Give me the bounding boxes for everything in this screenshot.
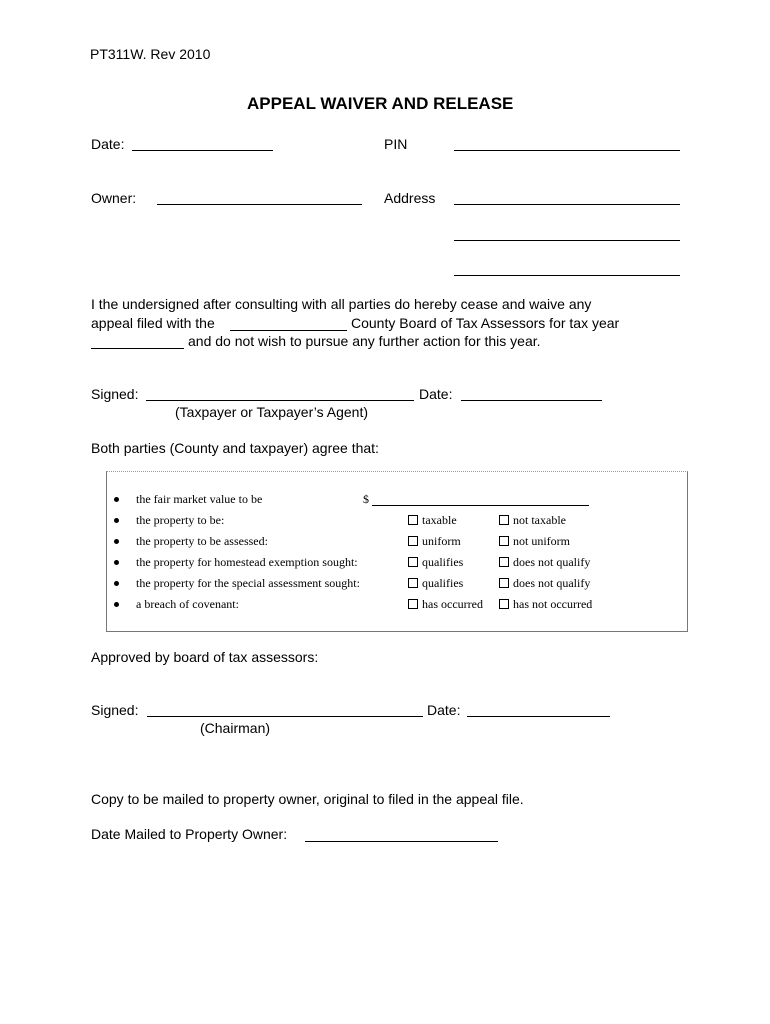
agreement-intro: Both parties (County and taxpayer) agree that: bbox=[91, 440, 379, 456]
taxpayer-signature-field[interactable] bbox=[146, 400, 414, 401]
item-label: the property to be assessed: bbox=[136, 534, 268, 548]
option-special-not-qualify[interactable]: does not qualify bbox=[499, 576, 590, 591]
statement-line-1: I the undersigned after consulting with all parties do hereby cease and waive any bbox=[91, 296, 592, 312]
option-breach-not-occurred[interactable]: has not occurred bbox=[499, 597, 592, 612]
tax-year-field[interactable] bbox=[91, 348, 184, 349]
checkbox-icon[interactable] bbox=[499, 515, 509, 525]
pin-field[interactable] bbox=[454, 150, 680, 151]
bullet-icon bbox=[114, 560, 119, 565]
checkbox-icon[interactable] bbox=[408, 578, 418, 588]
bullet-icon bbox=[114, 581, 119, 586]
bullet-icon bbox=[114, 497, 119, 502]
checkbox-icon[interactable] bbox=[408, 515, 418, 525]
option-homestead-qualifies[interactable]: qualifies bbox=[408, 555, 463, 570]
item-label: the property to be: bbox=[136, 513, 225, 527]
date-mailed-field[interactable] bbox=[305, 841, 498, 842]
statement-line-2b: County Board of Tax Assessors for tax year bbox=[351, 315, 620, 331]
item-label: a breach of covenant: bbox=[136, 597, 239, 611]
date-mailed-label: Date Mailed to Property Owner: bbox=[91, 826, 288, 842]
chairman-caption: (Chairman) bbox=[200, 720, 271, 736]
bullet-icon bbox=[114, 602, 119, 607]
county-field[interactable] bbox=[230, 330, 347, 331]
address-label: Address bbox=[384, 190, 436, 206]
taxpayer-signed-label: Signed: bbox=[91, 386, 139, 402]
taxpayer-date-label: Date: bbox=[419, 386, 453, 402]
date-field[interactable] bbox=[132, 150, 273, 151]
address-field-line-1[interactable] bbox=[454, 204, 680, 205]
item-label: the property for homestead exemption sought: bbox=[136, 555, 358, 569]
checkbox-icon[interactable] bbox=[408, 536, 418, 546]
pin-label: PIN bbox=[384, 136, 408, 152]
option-special-qualifies[interactable]: qualifies bbox=[408, 576, 463, 591]
address-field-line-2[interactable] bbox=[454, 240, 680, 241]
chairman-signature-field[interactable] bbox=[147, 716, 423, 717]
checkbox-icon[interactable] bbox=[408, 599, 418, 609]
item-label: the fair market value to be bbox=[136, 492, 263, 506]
page-title: APPEAL WAIVER AND RELEASE bbox=[247, 94, 514, 113]
statement-line-2a: appeal filed with the bbox=[91, 315, 215, 331]
option-not-taxable[interactable]: not taxable bbox=[499, 513, 566, 528]
item-label: the property for the special assessment sought: bbox=[136, 576, 360, 590]
option-taxable[interactable]: taxable bbox=[408, 513, 457, 528]
currency-symbol: $ bbox=[363, 492, 369, 506]
bullet-icon bbox=[114, 539, 119, 544]
taxpayer-date-field[interactable] bbox=[461, 400, 602, 401]
address-field-line-3[interactable] bbox=[454, 275, 680, 276]
option-breach-occurred[interactable]: has occurred bbox=[408, 597, 483, 612]
option-not-uniform[interactable]: not uniform bbox=[499, 534, 570, 549]
owner-label: Owner: bbox=[91, 190, 137, 206]
checkbox-icon[interactable] bbox=[499, 536, 509, 546]
approval-heading: Approved by board of tax assessors: bbox=[91, 649, 319, 665]
checkbox-icon[interactable] bbox=[408, 557, 418, 567]
date-label: Date: bbox=[91, 136, 125, 152]
option-homestead-not-qualify[interactable]: does not qualify bbox=[499, 555, 590, 570]
checkbox-icon[interactable] bbox=[499, 557, 509, 567]
bullet-icon bbox=[114, 518, 119, 523]
owner-field[interactable] bbox=[157, 204, 362, 205]
checkbox-icon[interactable] bbox=[499, 599, 509, 609]
statement-line-3: and do not wish to pursue any further action for this year. bbox=[188, 333, 541, 349]
form-code: PT311W. Rev 2010 bbox=[90, 46, 211, 62]
approval-signed-label: Signed: bbox=[91, 702, 139, 718]
approval-date-label: Date: bbox=[427, 702, 461, 718]
taxpayer-caption: (Taxpayer or Taxpayer’s Agent) bbox=[175, 404, 368, 420]
checkbox-icon[interactable] bbox=[499, 578, 509, 588]
copy-note: Copy to be mailed to property owner, original to filed in the appeal file. bbox=[91, 791, 524, 807]
option-uniform[interactable]: uniform bbox=[408, 534, 461, 549]
market-value-field[interactable] bbox=[372, 505, 589, 506]
approval-date-field[interactable] bbox=[467, 716, 610, 717]
